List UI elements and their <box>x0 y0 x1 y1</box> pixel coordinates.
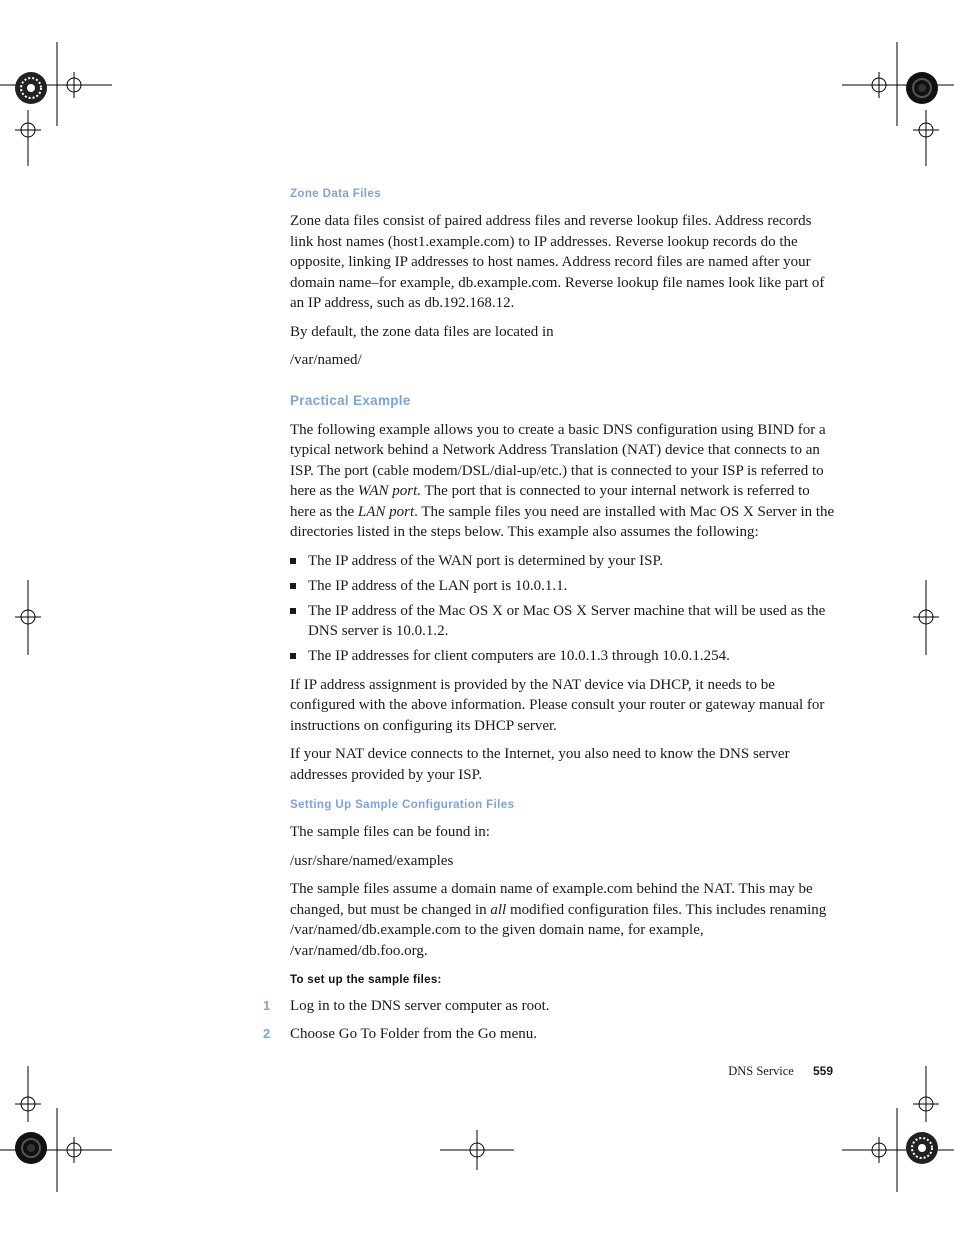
list-item-text: The IP address of the LAN port is 10.0.1.1. <box>308 577 568 594</box>
steps-list <box>263 996 835 1045</box>
step-text: Log in to the DNS server computer as root. <box>290 998 550 1014</box>
zone-paragraph-2: By default, the zone data files are located in <box>290 323 554 340</box>
task-heading: To set up the sample files: <box>290 974 442 986</box>
bullet-square-icon <box>290 608 296 614</box>
registration-target-icon <box>906 1132 938 1164</box>
practical-p1-part2: The port that is connected to your internal network is referred to here as the <box>290 483 810 520</box>
bullet-square-icon <box>290 558 296 564</box>
step-number: 1 <box>263 998 271 1013</box>
lan-port-term: LAN port <box>357 503 415 520</box>
step-number: 2 <box>263 1026 271 1041</box>
step-item <box>263 996 835 1017</box>
zone-paragraph-1: Zone data files consist of paired address files and reverse lookup files. Address records link host names (host1.example.com) to IP addresses. Reverse lookup records do the opposite, linking IP addresses to host names. Address record files are named after your domain name–for example, db.example.com. Reverse lookup file names look like part of an IP address, such as db.192.168.12. <box>290 213 825 311</box>
list-item <box>290 551 835 572</box>
list-item <box>290 646 835 667</box>
bullet-square-icon <box>290 653 296 659</box>
registration-target-icon <box>906 72 938 104</box>
setup-p2-part2: modified configuration files. This includes renaming /var/named/db.example.com to the given domain name, for example, /var/named/db.foo.org. <box>290 901 827 959</box>
practical-p1-part3: . The sample files you need are installed with Mac OS X Server in the directories listed in the steps below. This example also assumes the following: <box>290 503 835 540</box>
zone-path: /var/named/ <box>290 352 362 368</box>
zone-data-files-heading: Zone Data Files <box>290 188 381 200</box>
setup-p2-part1: The sample files assume a domain name of example.com behind the NAT. This may be changed, but must be changed in <box>290 881 813 918</box>
setting-up-heading: Setting Up Sample Configuration Files <box>290 799 515 811</box>
page-footer <box>728 1064 833 1079</box>
practical-paragraph-2: If IP address assignment is provided by the NAT device via DHCP, it needs to be configured with the above information. Please consult your router or gateway manual for instructions on configuring its DHCP server. <box>290 676 825 734</box>
page-number: 559 <box>812 1064 833 1078</box>
registration-target-icon <box>15 72 47 104</box>
setup-paragraph-1: The sample files can be found in: <box>290 824 490 840</box>
list-item <box>290 576 835 597</box>
all-term: all <box>490 901 507 918</box>
practical-example-heading: Practical Example <box>290 392 411 408</box>
step-text: Choose Go To Folder from the Go menu. <box>290 1026 537 1042</box>
assumptions-list <box>290 551 835 667</box>
setup-paragraph-2 <box>290 879 835 961</box>
step-item <box>263 1024 835 1045</box>
practical-paragraph-1 <box>290 420 835 543</box>
footer-section-name: DNS Service <box>728 1064 794 1078</box>
wan-port-term: WAN port. <box>357 483 422 499</box>
list-item-text: The IP address of the Mac OS X or Mac OS X Server machine that will be used as the DNS server is 10.0.1.2. <box>308 602 826 639</box>
practical-paragraph-3: If your NAT device connects to the Internet, you also need to know the DNS server addresses provided by your ISP. <box>290 746 790 783</box>
setup-path: /usr/share/named/examples <box>290 852 454 869</box>
list-item-text: The IP address of the WAN port is determined by your ISP. <box>308 552 663 569</box>
list-item <box>290 601 835 642</box>
registration-target-icon <box>15 1132 47 1164</box>
practical-p1-part1: The following example allows you to create a basic DNS configuration using BIND for a typical network behind a Network Address Translation (NAT) device that connects to an ISP. The port (cable modem/DSL/dial-up/etc.) that is connected to your ISP is referred to here as the <box>290 421 826 499</box>
list-item-text: The IP addresses for client computers are 10.0.1.3 through 10.0.1.254. <box>308 648 730 664</box>
bullet-square-icon <box>290 583 296 589</box>
page-content <box>263 188 835 1052</box>
